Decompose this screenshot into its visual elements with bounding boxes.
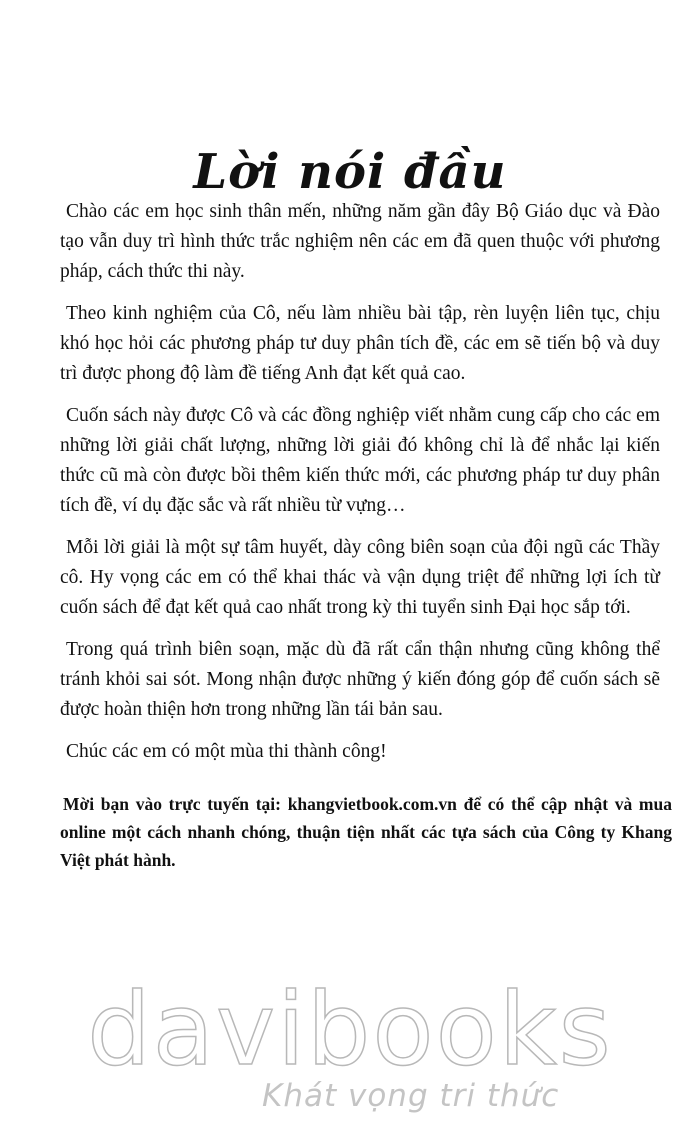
page-title: Lời nói đầu (193, 144, 507, 201)
paragraph-5: Trong quá trình biên soạn, mặc dù đã rất cẩn thận nhưng cũng không thể tránh khỏi sai sót. Mong nhận được những ý kiến đóng góp để cuốn sách sẽ được hoàn thiện hơn trong những lần tái bản sau. (60, 639, 660, 720)
watermark-logo: davibooks (87, 971, 613, 1088)
paragraph-1: Chào các em học sinh thân mến, những năm gần đây Bộ Giáo dục và Đào tạo vẫn duy trì hình thức trắc nghiệm nên các em đã quen thuộc với phương pháp, cách thức thi này. (60, 201, 660, 282)
paragraph-4: Mỗi lời giải là một sự tâm huyết, dày công biên soạn của đội ngũ các Thầy cô. Hy vọng các em có thể khai thác và vận dụng triệt để những lợi ích từ cuốn sách để đạt kết quả cao nhất trong kỳ thi tuyển sinh Đại học sắp tới. (60, 537, 660, 618)
online-notice: Mời bạn vào trực tuyến tại: khangvietbook.com.vn để có thể cập nhật và mua online một cách nhanh chóng, thuận tiện nhất các tựa sách của Công ty Khang Việt phát hành. (60, 794, 672, 870)
paragraph-6: Chúc các em có một mùa thi thành công! (66, 741, 387, 762)
paragraph-3: Cuốn sách này được Cô và các đồng nghiệp viết nhằm cung cấp cho các em những lời giải chất lượng, những lời giải đó không chỉ là để nhắc lại kiến thức cũ mà còn được bồi thêm kiến thức mới, các phương pháp tư duy phân tích đề, ví dụ đặc sắc và rất nhiều từ vựng… (60, 405, 660, 516)
watermark-tagline: Khát vọng tri thức (262, 1078, 560, 1114)
preface-body (60, 197, 660, 779)
paragraph-2: Theo kinh nghiệm của Cô, nếu làm nhiều bài tập, rèn luyện liên tục, chịu khó học hỏi các phương pháp tư duy phân tích đề, các em sẽ tiến bộ và duy trì được phong độ làm đề tiếng Anh đạt kết quả cao. (60, 303, 660, 384)
